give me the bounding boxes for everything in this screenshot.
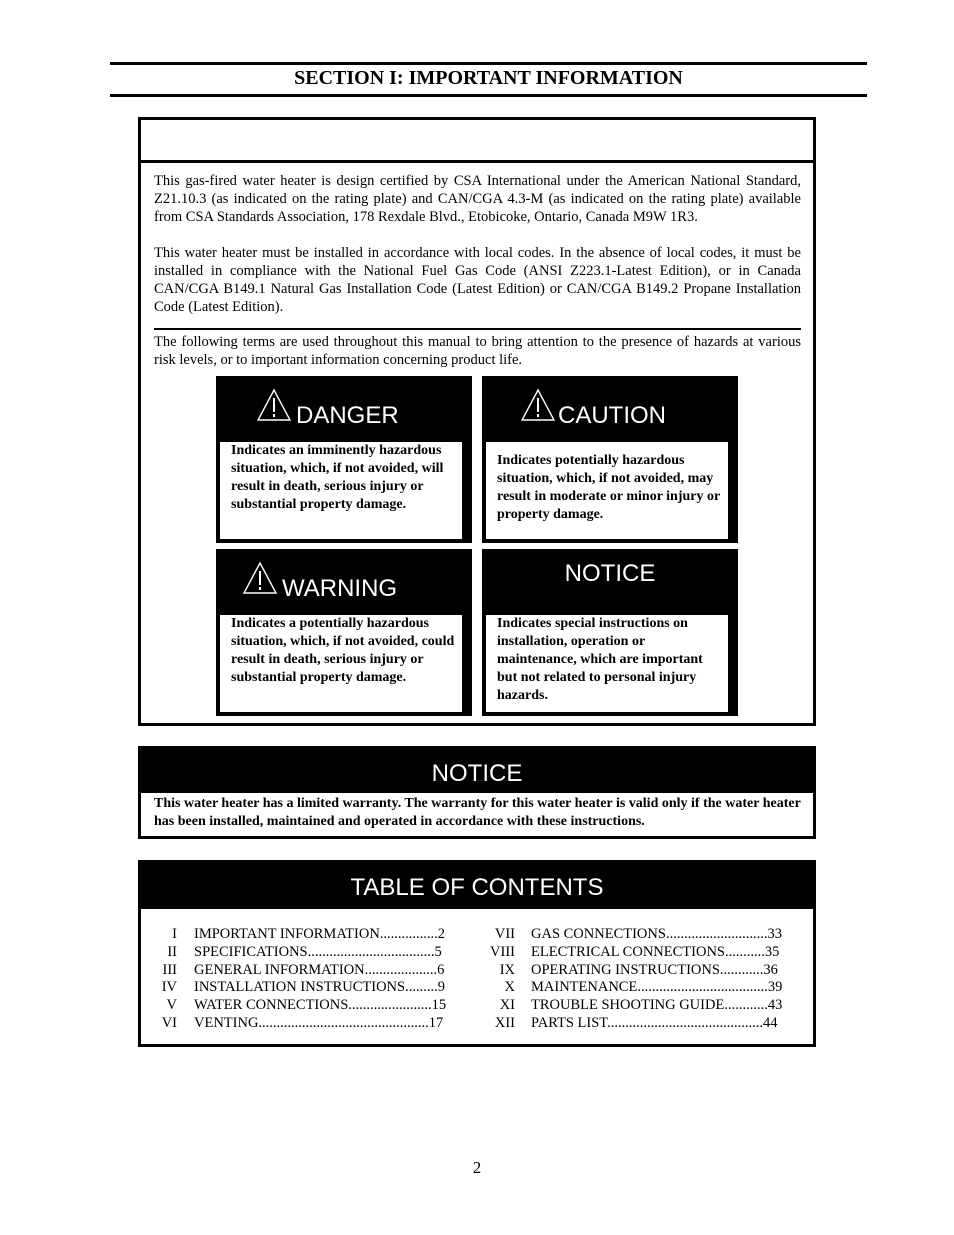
toc-title: TABLE OF CONTENTS (141, 863, 813, 909)
toc-entry[interactable]: XII PARTS LIST...........................................44 (494, 1014, 778, 1031)
warranty-notice-text: This water heater has a limited warranty. The warranty for this water heater is valid only if the water heater has been installed, maintained and operated in accordance with these instructions. (154, 796, 801, 829)
warning-triangle-icon (242, 561, 278, 595)
toc-entry[interactable]: VI VENTING...............................................17 (161, 1014, 444, 1031)
warning-header (216, 549, 472, 615)
notice-box (482, 549, 738, 716)
toc-entry[interactable]: I IMPORTANT INFORMATION................2 (172, 926, 446, 942)
toc-entry[interactable]: IX OPERATING INSTRUCTIONS............36 (499, 961, 778, 978)
certification-paragraph: This gas-fired water heater is design certified by CSA International under the American National Standard, Z21.10.3 (as indicated on the rating plate) and CAN/CGA 4.3-M (as indicated on the rating plate) available from CSA Standards Association, 178 Rexdale Blvd., Etobicoke, Ontario, Canada M9W 1R3. (154, 173, 801, 225)
danger-label: DANGER (296, 402, 399, 429)
toc-entry[interactable]: X MAINTENANCE....................................39 (504, 979, 783, 996)
notice-text: Indicates special instructions on installation, operation or maintenance, which are important but not related to personal injury hazards. (486, 615, 728, 712)
info-box-header-band (141, 120, 813, 163)
caution-box (482, 376, 738, 543)
caution-label: CAUTION (558, 402, 666, 429)
toc-entry[interactable]: II SPECIFICATIONS...................................5 (167, 943, 442, 960)
header-rule-top (110, 62, 867, 65)
toc-entry[interactable]: VIII ELECTRICAL CONNECTIONS...........35 (490, 943, 780, 960)
danger-box (216, 376, 472, 543)
section-title: SECTION I: IMPORTANT INFORMATION (294, 67, 683, 89)
danger-header (216, 376, 472, 442)
toc-right-column (476, 926, 811, 1033)
warning-triangle-icon (520, 388, 556, 422)
toc-entry[interactable]: V WATER CONNECTIONS.......................15 (166, 997, 447, 1014)
warning-text: Indicates a potentially hazardous situation, which, if not avoided, could result in death, serious injury or substantial property damage. (220, 615, 462, 712)
warranty-notice-label: NOTICE (141, 749, 813, 793)
warranty-notice-box (138, 746, 816, 839)
header-rule-bottom (110, 94, 867, 97)
toc-entry[interactable]: IV INSTALLATION INSTRUCTIONS.........9 (161, 979, 445, 996)
caution-text: Indicates potentially hazardous situation, which, if not avoided, may result in moderate or minor injury or property damage. (486, 442, 728, 539)
table-of-contents-box (138, 860, 816, 1047)
warning-label: WARNING (282, 575, 398, 602)
warning-triangle-icon (256, 388, 292, 422)
caution-header (482, 376, 738, 442)
warning-box (216, 549, 472, 716)
hazard-terms-paragraph: The following terms are used throughout this manual to bring attention to the presence of hazards at various risk levels, or to important information concerning product life. (154, 334, 801, 368)
toc-entry[interactable]: VII GAS CONNECTIONS............................33 (494, 926, 782, 942)
danger-text: Indicates an imminently hazardous situation, which, if not avoided, will result in death, serious injury or substantial property damage. (220, 442, 462, 539)
installation-codes-paragraph: This water heater must be installed in accordance with local codes. In the absence of local codes, it must be installed in compliance with the National Fuel Gas Code (ANSI Z223.1-Latest Edition), or in Canada CAN/CGA B149.1 Natural Gas Installation Code (Latest Edition) or CAN/CGA B149.2 Propane Installation Code (Latest Edition). (154, 245, 801, 315)
toc-left-column (141, 926, 481, 1033)
important-info-box (138, 117, 816, 726)
toc-entry[interactable]: XI TROUBLE SHOOTING GUIDE............43 (499, 997, 783, 1014)
notice-label: NOTICE (564, 560, 656, 587)
info-divider (154, 328, 801, 330)
toc-entry[interactable]: III GENERAL INFORMATION....................6 (162, 961, 445, 978)
page-number: 2 (472, 1158, 482, 1177)
notice-header (482, 549, 738, 615)
